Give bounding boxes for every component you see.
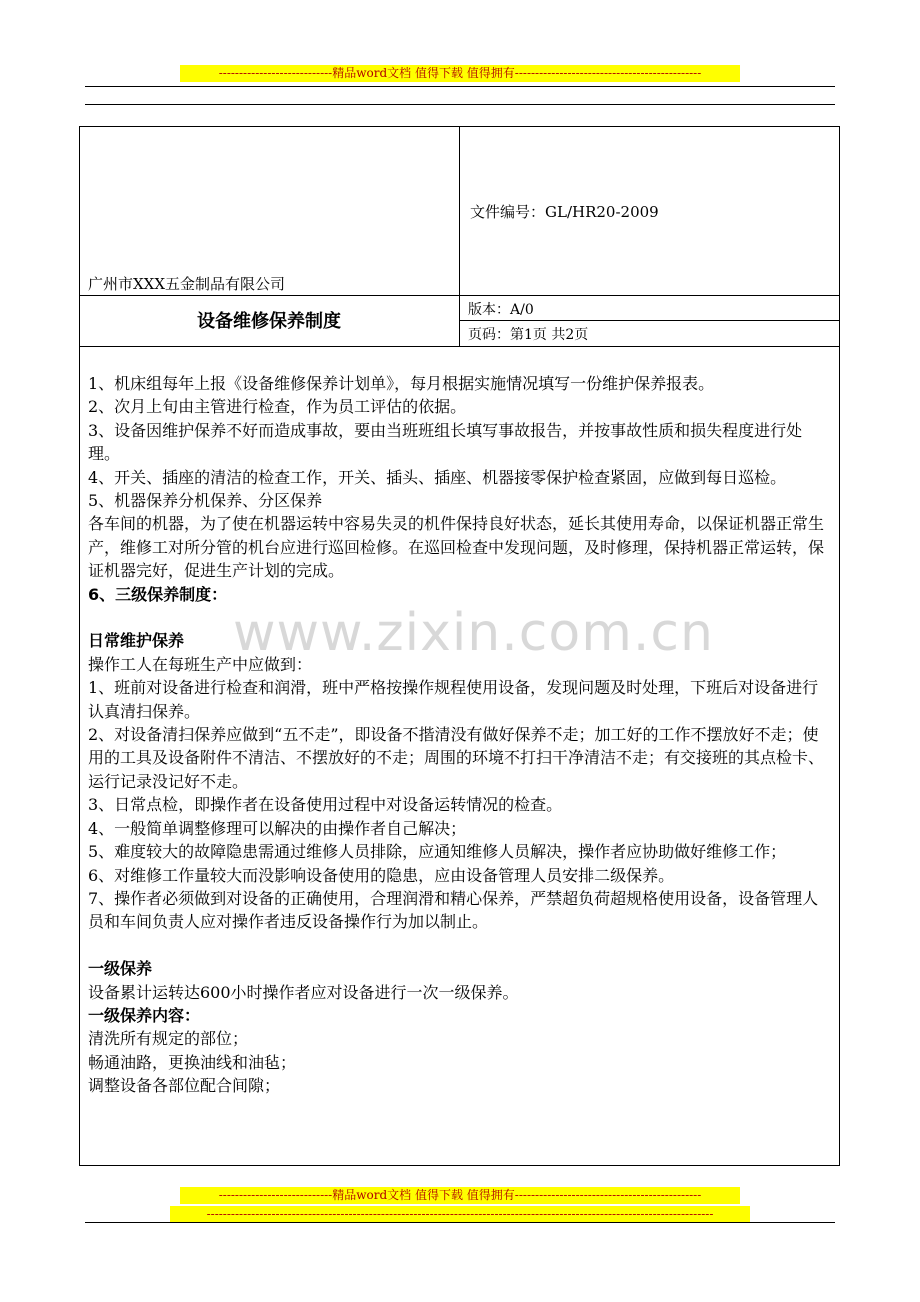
paragraph: 设备累计运转达600小时操作者应对设备进行一次一级保养。: [88, 982, 519, 1002]
section-heading: 日常维护保养: [88, 631, 185, 651]
paragraph: 5、机器保养分机保养、分区保养: [88, 491, 323, 511]
document-body: [88, 372, 834, 1098]
paragraph: 7、操作者必须做到对设备的正确使用，合理润滑和精心保养，严禁超负荷超规格使用设备，设备管理人员和车间负责人应对操作者违反设备操作行为加以制止。: [88, 888, 819, 932]
paragraph: 操作工人在每班生产中应做到：: [88, 654, 313, 674]
header-divider: [79, 346, 840, 347]
header-divider: [459, 320, 840, 321]
section-heading: 一级保养内容：: [88, 1005, 201, 1025]
paragraph: 4、开关、插座的清洁的检查工作，开关、插头、插座、机器接零保护检查紧固，应做到每日巡检。: [88, 467, 787, 487]
paragraph: 6、三级保养制度：: [88, 584, 228, 604]
document-title: 设备维修保养制度: [197, 311, 341, 332]
page-number: 页码：第1页 共2页: [468, 327, 589, 343]
paragraph: 4、一般简单调整修理可以解决的由操作者自己解决；: [88, 818, 467, 838]
paragraph: 2、次月上旬由主管进行检查，作为员工评估的依据。: [88, 397, 467, 417]
paragraph: 6、对维修工作量较大而没影响设备使用的隐患，应由设备管理人员安排二级保养。: [88, 865, 675, 885]
version-label: 版本：A/0: [468, 302, 534, 318]
company-name: 广州市XXX五金制品有限公司: [88, 275, 286, 293]
paragraph: 5、难度较大的故障隐患需通过维修人员排除，应通知维修人员解决，操作者应协助做好维修工作；: [88, 842, 787, 862]
paragraph: 各车间的机器，为了使在机器运转中容易失灵的机件保持良好状态，延长其使用寿命，以保证机器正常生产，维修工对所分管的机台应进行巡回检修。在巡回检查中发现问题，及时修理，保持机器正常运转，保证机器完好，促进生产计划的完成。: [88, 514, 825, 581]
header-rule: [85, 104, 835, 105]
paragraph: 1、班前对设备进行检查和润滑，班中严格按操作规程使用设备，发现问题及时处理，下班后对设备进行认真清扫保养。: [88, 678, 819, 721]
paragraph: 2、对设备清扫保养应做到“五不走”，即设备不揩清没有做好保养不走；加工好的工作不摆放好不走；使用的工具及设备附件不清洁、不摆放好的不走；周围的环境不打扫干净清洁不走；有交接班的其点检卡、运行记录没记好不走。: [88, 725, 825, 791]
paragraph: 畅通油路，更换油线和油毡；: [88, 1052, 297, 1072]
header-divider: [79, 295, 840, 296]
paragraph: 3、日常点检，即操作者在设备使用过程中对设备运转情况的检查。: [88, 795, 563, 815]
header-divider: [459, 126, 460, 346]
paragraph: 1、机床组每年上报《设备维修保养计划单》，每月根据实施情况填写一份维护保养报表。: [88, 374, 715, 393]
paragraph: 清洗所有规定的部位；: [88, 1029, 249, 1049]
document-number: 文件编号：GL/HR20-2009: [470, 203, 659, 221]
top-banner: ----------------------------精品word文档 值得下载 值得拥有----------------------------------------------: [180, 65, 740, 82]
header-rule: [85, 86, 835, 87]
paragraph: 3、设备因维护保养不好而造成事故，要由当班班组长填写事故报告，并按事故性质和损失程度进行处理。: [88, 420, 803, 464]
footer-rule: [85, 1222, 835, 1223]
bottom-banner: -----------------------------------------------------------------------------------------------------------------------------: [170, 1206, 750, 1223]
paragraph: 调整设备各部位配合间隙；: [88, 1076, 281, 1096]
watermark: www.zixin.com.cn: [233, 603, 714, 663]
section-heading: 一级保养: [88, 959, 153, 979]
bottom-banner: ----------------------------精品word文档 值得下载 值得拥有----------------------------------------------: [180, 1187, 740, 1204]
